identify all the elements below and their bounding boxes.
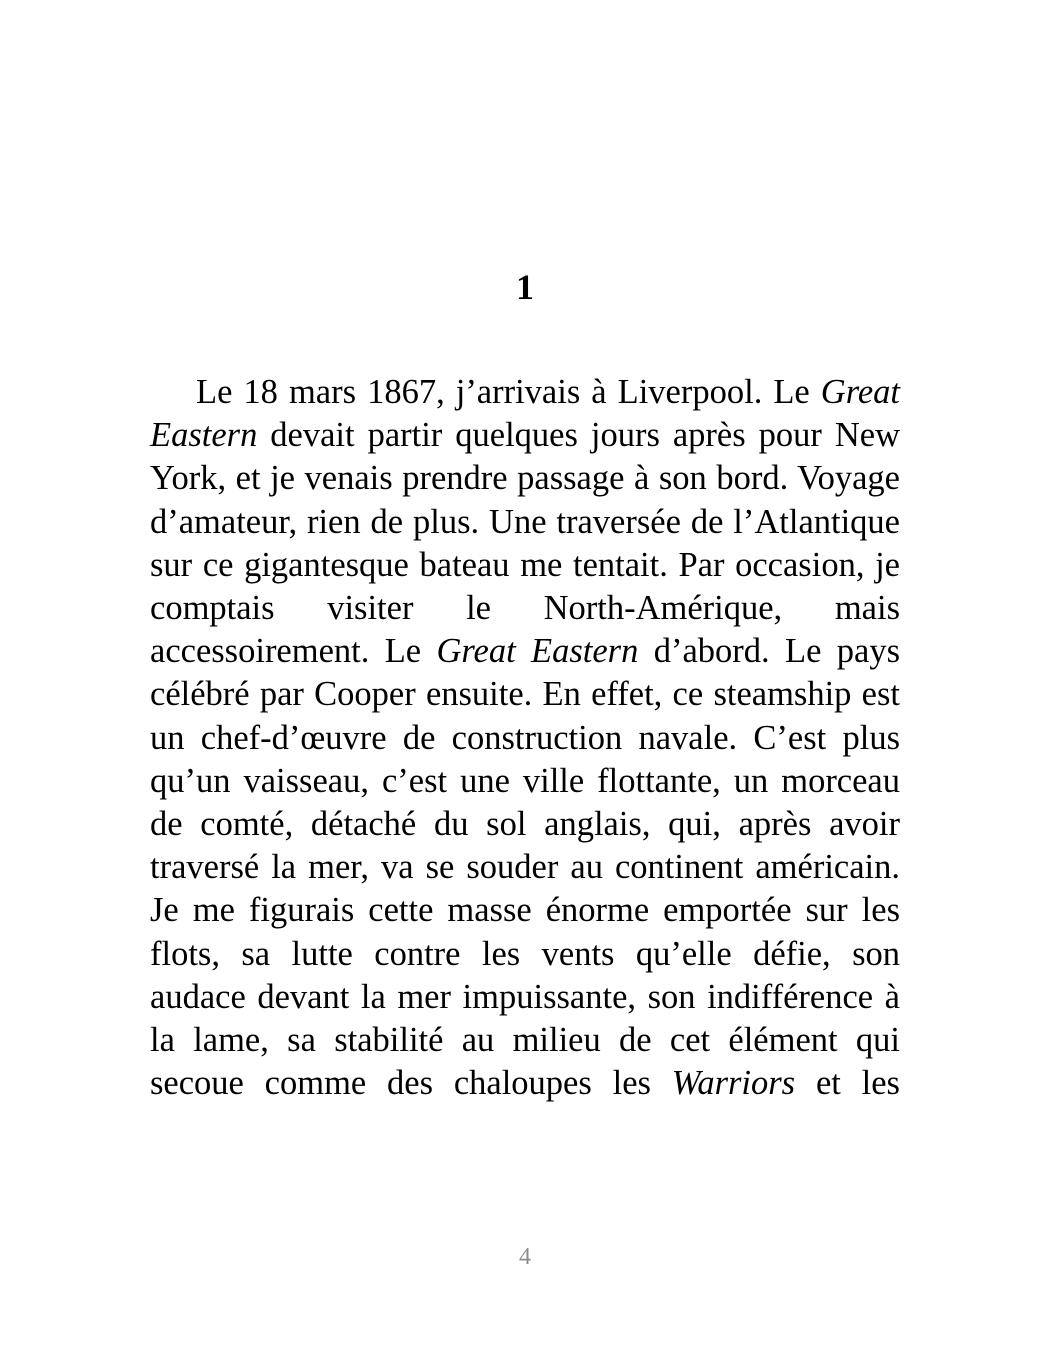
text-segment: et les — [795, 1064, 900, 1103]
text-segment: Le 18 mars 1867, j’arrivais à Liverpool. Le — [196, 373, 821, 411]
chapter-number: 1 — [516, 267, 534, 307]
ship-name-italic: Great Eastern — [150, 373, 900, 455]
page-number: 4 — [519, 1244, 531, 1270]
ship-name-italic: Warriors — [671, 1064, 796, 1103]
ship-name-italic: Great Eastern — [436, 632, 639, 671]
text-segment: d’abord. Le pays célébré par Cooper ensuite. En effet, ce steamship est un chef-d’œuvre de construction navale. C’est plus qu’un vaisseau, c’est une ville flottante, un morceau de comté, détaché du sol anglais, qui, après avoir traversé la mer, va se souder au continent américain. Je me figurais cette masse énorme emportée sur les flots, sa lutte contre les vents qu’elle défie, son audace devant la mer impuissante, son indifférence à la lame, sa stabilité au milieu de cet élément qui secoue comme des chaloupes les — [150, 632, 900, 1103]
text-segment: devait partir quelques jours après pour New York, et je venais prendre passage à son bord. Voyage d’amateur, rien de plus. Une traversée de l’Atlantique sur ce gigantesque bateau me tentait. Par occasion, je comptais visiter le North-Amérique, mais accessoirement. Le — [150, 416, 900, 671]
body-paragraph — [150, 371, 900, 1105]
